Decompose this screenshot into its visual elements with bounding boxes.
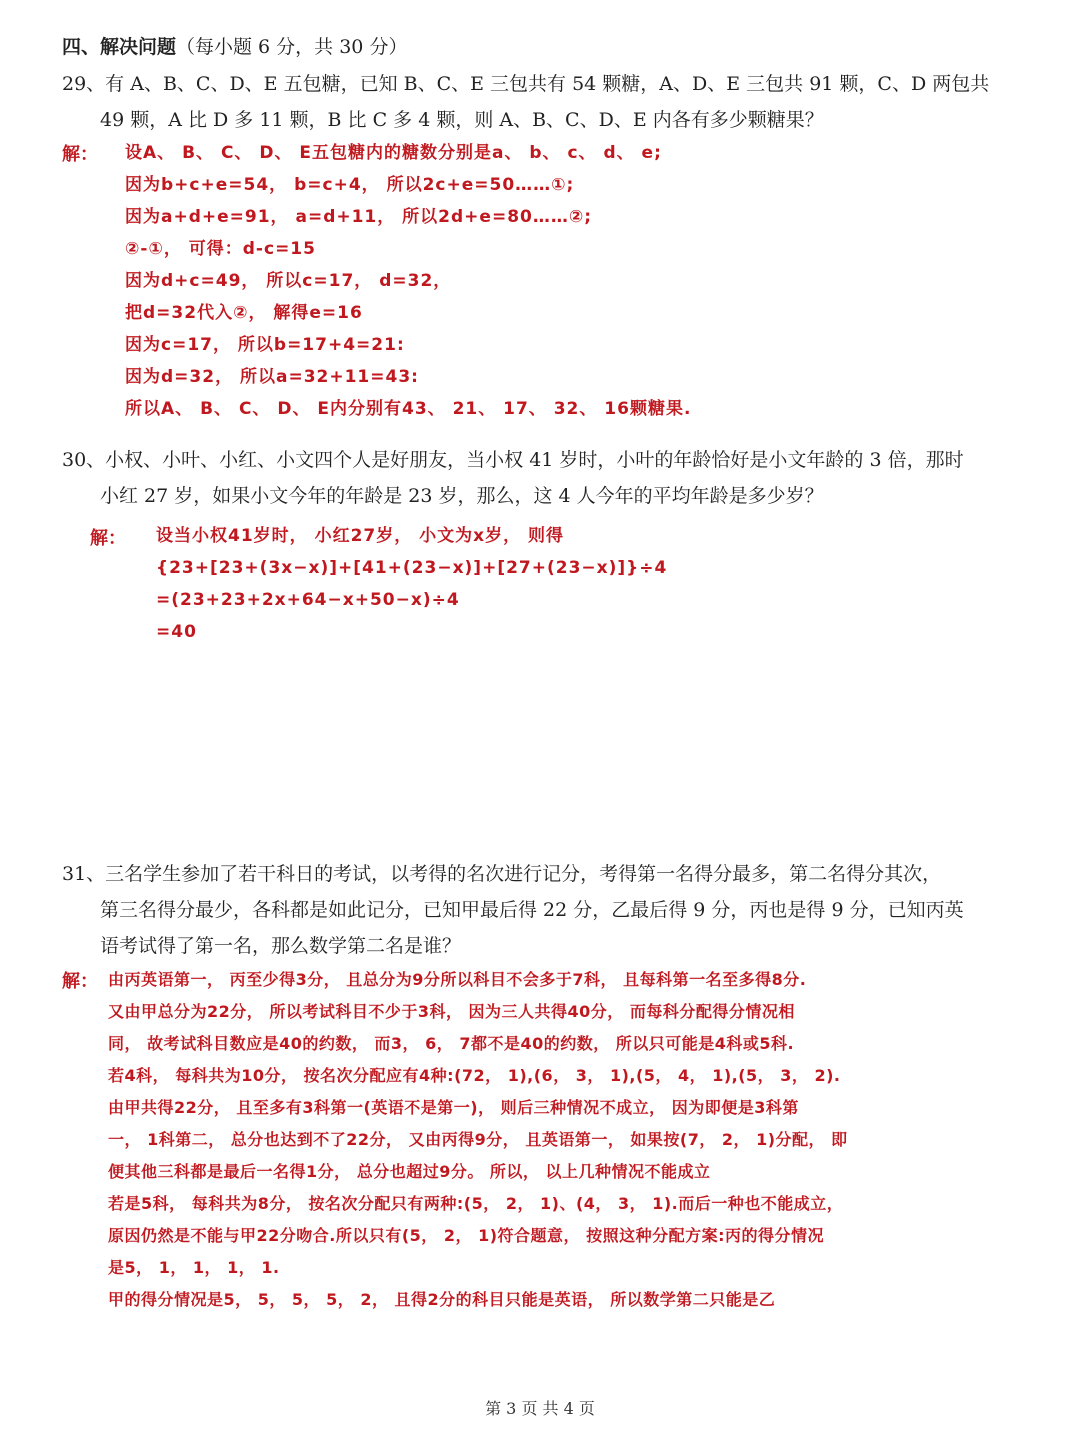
- answer-line: 便其他三科都是最后一名得1分， 总分也超过9分。 所以， 以上几种情况不能成立: [108, 1162, 711, 1181]
- question-30: [62, 442, 964, 514]
- section-heading: [62, 32, 407, 59]
- answer-line: 因为b+c+e=54， b=c+4， 所以2c+e=50……①;: [125, 175, 575, 195]
- answer-line: {23+[23+(3x−x)]+[41+(23−x)]+[27+(23−x)]}÷4: [156, 558, 668, 578]
- answer-line: 是5， 1， 1， 1， 1.: [108, 1258, 280, 1277]
- answer-line: 若是5科， 每科共为8分， 按名次分配只有两种:(5， 2， 1)、(4， 3， 1).而后一种也不能成立，: [108, 1194, 844, 1213]
- section-note: （每小题 6 分，共 30 分）: [176, 36, 408, 58]
- question-29: [62, 66, 989, 138]
- question-line: 第三名得分最少，各科都是如此记分，已知甲最后得 22 分，乙最后得 9 分，丙也是得 9 分，已知丙英: [100, 899, 964, 921]
- answer-31: [108, 964, 848, 1316]
- question-line: 49 颗，A 比 D 多 11 颗，B 比 C 多 4 颗，则 A、B、C、D、E 内各有多少颗糖果？: [100, 109, 824, 131]
- answer-line: =40: [156, 622, 197, 642]
- answer-30: [156, 520, 667, 648]
- question-line: 29、有 A、B、C、D、E 五包糖，已知 B、C、E 三包共有 54 颗糖，A、D、E 三包共 91 颗，C、D 两包共: [62, 73, 990, 95]
- question-31: [62, 856, 964, 964]
- answer-line: 甲的得分情况是5， 5， 5， 5， 2， 且得2分的科目只能是英语， 所以数学第二只能是乙: [108, 1290, 776, 1309]
- answer-line: ②-①， 可得：d-c=15: [125, 239, 316, 259]
- answer-line: 由甲共得22分， 且至多有3科第一(英语不是第一)， 则后三种情况不成立， 因为即便是3科第: [108, 1098, 799, 1117]
- answer-line: 设当小权41岁时， 小红27岁， 小文为x岁， 则得: [156, 526, 565, 546]
- answer-label: 解：: [62, 971, 98, 992]
- answer-label: 解：: [62, 144, 98, 165]
- answer-line: 由丙英语第一， 丙至少得3分， 且总分为9分所以科目不会多于7科， 且每科第一名至多得8分.: [108, 970, 807, 989]
- question-line: 30、小权、小叶、小红、小文四个人是好朋友，当小权 41 岁时，小叶的年龄恰好是小文年龄的 3 倍，那时: [62, 449, 964, 471]
- page-footer: 第 3 页 共 4 页: [485, 1399, 595, 1418]
- answer-29: [125, 137, 691, 425]
- answer-line: 所以A、 B、 C、 D、 E内分别有43、 21、 17、 32、 16颗糖果.: [125, 399, 692, 419]
- question-line: 小红 27 岁，如果小文今年的年龄是 23 岁，那么，这 4 人今年的平均年龄是多少岁？: [100, 485, 824, 507]
- answer-line: 若4科， 每科共为10分， 按名次分配应有4种:(72， 1),(6， 3， 1),(5， 4， 1),(5， 3， 2).: [108, 1066, 841, 1085]
- answer-line: 因为d+c=49， 所以c=17， d=32，: [125, 271, 452, 291]
- answer-label: 解：: [90, 528, 126, 549]
- answer-line: 原因仍然是不能与甲22分吻合.所以只有(5， 2， 1)符合题意， 按照这种分配方案:丙的得分情况: [108, 1226, 824, 1245]
- answer-line: 因为d=32， 所以a=32+11=43:: [125, 367, 419, 387]
- answer-line: 同， 故考试科目数应是40的约数， 而3， 6， 7都不是40的约数， 所以只可能是4科或5科.: [108, 1034, 795, 1053]
- answer-line: 因为a+d+e=91， a=d+11， 所以2d+e=80……②;: [125, 207, 593, 227]
- answer-line: 一， 1科第二， 总分也达到不了22分， 又由丙得9分， 且英语第一， 如果按(7， 2， 1)分配， 即: [108, 1130, 848, 1149]
- answer-line: 又由甲总分为22分， 所以考试科目不少于3科， 因为三人共得40分， 而每科分配得分情况相: [108, 1002, 795, 1021]
- answer-line: 设A、 B、 C、 D、 E五包糖内的糖数分别是a、 b、 c、 d、 e;: [125, 143, 662, 163]
- answer-line: 把d=32代入②， 解得e=16: [125, 303, 363, 323]
- answer-line: 因为c=17， 所以b=17+4=21:: [125, 335, 405, 355]
- question-line: 语考试得了第一名，那么数学第二名是谁？: [100, 935, 462, 957]
- question-line: 31、三名学生参加了若干科日的考试，以考得的名次进行记分，考得第一名得分最多，第二名得分其次，: [62, 863, 942, 885]
- section-title: 四、解决问题: [62, 36, 177, 58]
- answer-line: =(23+23+2x+64−x+50−x)÷4: [156, 590, 460, 610]
